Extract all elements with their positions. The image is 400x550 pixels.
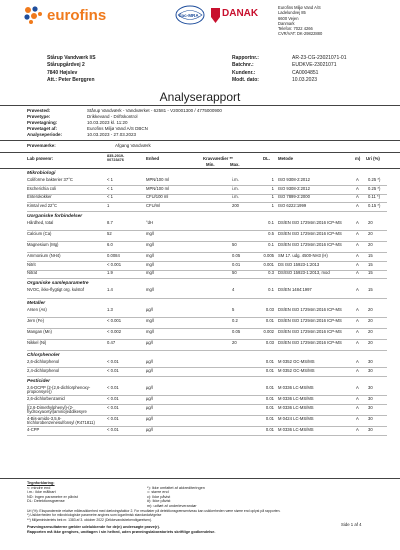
result-method: M 0336 LC-MS/MS — [278, 426, 314, 432]
result-name: 2,6-dichlorbenzamid — [27, 395, 65, 401]
info-value: Stårup Vandværk - Vandværket - 62581 - V20001300 / 4775000900 — [87, 108, 222, 113]
result-uri: 0.25 *) — [368, 185, 381, 191]
result-method: M 0352 GC-MS/MS — [278, 359, 315, 365]
meta-key: Modt. dato: — [232, 77, 259, 84]
result-value: 1.3 — [107, 306, 113, 312]
legend-item: #): Ikke påvist — [147, 499, 171, 504]
result-uri: 30 — [368, 384, 373, 390]
result-name: NVOC, ikke-flygtigt org. kulstof — [27, 287, 85, 293]
result-max: 50 — [232, 270, 237, 276]
result-m: A — [356, 202, 359, 208]
result-unit: µg/l — [146, 404, 153, 410]
col-m: m) — [355, 156, 361, 161]
result-value: < 0.01 — [107, 415, 119, 421]
result-value: 6.0 — [107, 241, 113, 247]
result-method: ISO 9308-2:2012 — [278, 177, 310, 182]
col-krav: Kravværdier ** — [203, 156, 233, 161]
address-line: 7840 Højslev — [47, 69, 78, 76]
result-method: DS/EN 1484:1997 — [278, 287, 312, 293]
company-line: CVR/VAT: DK-29822880 — [278, 31, 323, 37]
result-unit: µg/l — [146, 359, 153, 365]
col-dl: DL. — [263, 156, 270, 161]
col-enhed: Enhed — [146, 156, 160, 161]
result-m: A — [356, 177, 359, 182]
result-method: M 0336 LC-MS/MS — [278, 395, 314, 401]
bottom-line: Prøvningsresultaterne gælder udelukkende for de(n) undersøgte prøve(r). — [27, 525, 160, 530]
result-uri: 0.25 *) — [368, 177, 381, 182]
section-title: Chlorphenoler — [27, 353, 60, 359]
result-uri: 20 — [368, 339, 373, 345]
section-title: Pesticider — [27, 378, 50, 384]
company-line: Eurofins Miljø Vand A/S — [278, 5, 321, 10]
info-key: Prøvested: — [27, 108, 51, 113]
result-uri: 20 — [368, 328, 373, 334]
result-max: 0.2 — [232, 317, 238, 323]
result-uri: 0.11 *) — [368, 194, 381, 200]
result-name: 2,4-dichlorphenol — [27, 367, 60, 373]
col-sample-no: 835-2019-00723476 — [107, 154, 125, 163]
brand-name: eurofins — [47, 7, 107, 24]
info-key: Prøvetagning: — [27, 120, 58, 125]
row-divider — [27, 278, 387, 279]
result-dl: 0.5 — [268, 230, 274, 236]
result-name: Ammonium (NH4) — [27, 252, 61, 258]
result-method: DS/ISO 15923-1:2013, mod — [278, 270, 330, 276]
sample-key: Prøvemærke: — [27, 143, 56, 148]
result-name: Calcium (Ca) — [27, 230, 52, 236]
company-line: Telefon: 7022 4266 — [278, 26, 313, 32]
meta-key: Rapportnr.: — [232, 55, 259, 61]
result-name: Magnesium (Mg) — [27, 241, 59, 247]
result-method: ISO 6222:1999 — [278, 202, 307, 208]
result-name: Hårdhed, total — [27, 219, 54, 225]
result-m: A — [356, 194, 359, 200]
result-value: 1 — [107, 202, 110, 208]
legend-item: ND: Ingen parametre er påvist — [27, 494, 78, 499]
meta-value: EUDKVE-23021071 — [292, 62, 337, 69]
result-name: 2,6-dichlorphenol — [27, 359, 60, 365]
result-uri: 30 — [368, 395, 373, 401]
result-dl: 0.01 — [265, 404, 274, 410]
result-value: < 1 — [107, 185, 113, 191]
result-value: < 0.01 — [107, 426, 119, 432]
meta-value: CA0004851 — [292, 69, 319, 76]
info-value: 10.03.2023 - 27.03.2023 — [87, 132, 137, 137]
result-unit: mg/l — [146, 230, 154, 236]
note: **) Miljøministeriets bek nr. 1383 af 3. oktober 2022 (Drikkevandsbekendtgørelsen). — [27, 517, 152, 522]
meta-value: AR-23-CG-23021071-01 — [292, 55, 347, 61]
result-value: < 1 — [107, 194, 113, 200]
legend-item: *): Ikke omfattet af akkrediteringen — [147, 485, 205, 490]
result-value: 1.9 — [107, 270, 113, 276]
result-m: A — [356, 261, 359, 267]
result-m: A — [356, 395, 359, 401]
result-method: M 0424 LC-MS/MS — [278, 415, 314, 421]
result-m: A — [356, 328, 359, 334]
col-labnr: Lab prøvenr: — [27, 156, 54, 161]
result-max: 0.05 — [232, 328, 241, 334]
result-unit: mg/l — [146, 261, 154, 267]
result-max: 0.05 — [232, 252, 241, 258]
result-unit: mg/l — [146, 328, 154, 334]
result-uri: 20 — [368, 317, 373, 323]
result-dl: 0.01 — [265, 426, 274, 432]
info-value: Eurofins Miljø Vand A/S DBCN — [87, 126, 148, 131]
result-m: A — [356, 230, 359, 236]
result-name: Mangan (Mn) — [27, 328, 52, 334]
result-value: 0.47 — [107, 339, 116, 345]
result-max: 5 — [232, 306, 235, 312]
sample-value: Afgang Vandværk — [115, 143, 151, 148]
result-unit: µg/l — [146, 395, 153, 401]
result-name: Escherichia coli — [27, 185, 57, 191]
result-method: M 0336 LC-MS/MS — [278, 384, 314, 390]
result-value: < 0.001 — [107, 317, 122, 323]
result-value: 1.4 — [107, 287, 113, 293]
page-number: Side 1 af 4 — [341, 522, 362, 527]
result-name: [(2,6-Dimethylphenyl)-(2-hydroxyacetyl)amino]eddikesyre — [27, 404, 87, 414]
company-line: 6600 Vejen — [278, 15, 299, 21]
result-value: < 0.01 — [107, 404, 119, 410]
result-unit: mg/l — [146, 317, 154, 323]
col-max: Max. — [230, 162, 240, 167]
result-method: DS/EN ISO 17294m:2016 ICP-MS — [278, 219, 342, 225]
result-value: 52 — [107, 230, 112, 236]
result-dl: 1 — [271, 177, 274, 182]
result-unit: µg/l — [146, 426, 153, 432]
result-method: DS/EN ISO 17294m:2016 ICP-MS — [278, 317, 342, 323]
legend-item: c): Ikke påvist — [147, 494, 171, 499]
result-dl: 0.005 — [263, 252, 274, 258]
meta-key: Kundenr.: — [232, 69, 256, 76]
result-method: ISO 9308-2:2012 — [278, 185, 310, 191]
result-unit: CFU/100 ml — [146, 194, 169, 200]
result-dl: 0.3 — [268, 270, 274, 276]
section-title: Metaller — [27, 300, 46, 306]
col-metode: Metode — [278, 156, 294, 161]
result-m: A — [356, 359, 359, 365]
result-m: A — [356, 241, 359, 247]
result-uri: 20 — [368, 306, 373, 312]
info-key: Prøvetype: — [27, 114, 51, 119]
result-name: Nitrit — [27, 261, 36, 267]
address-line: Stårup Vandværk I/S — [47, 55, 96, 61]
result-method: DS/EN ISO 17294m:2016 ICP-MS — [278, 241, 342, 247]
result-dl: 1 — [271, 185, 274, 191]
company-line: Danmark — [278, 20, 295, 26]
result-dl: 0.01 — [265, 317, 274, 323]
result-method: DS/EN ISO 17294m:2016 ICP-MS — [278, 339, 342, 345]
result-max: 4 — [232, 287, 235, 293]
legend-item: <: mindre end — [27, 485, 51, 490]
result-uri: 15 — [368, 252, 373, 258]
meta-key: Batchnr.: — [232, 62, 254, 69]
result-name: Jern (Fe) — [27, 317, 44, 323]
result-name: 4-CPP — [27, 426, 40, 432]
result-max: i.m. — [232, 185, 239, 191]
footer — [27, 481, 387, 535]
result-dl: 0.03 — [265, 339, 274, 345]
result-method: DS ISO 15923-1:2013 — [278, 261, 320, 267]
info-key: Analyseperiode: — [27, 132, 63, 137]
result-unit: CFU/ml — [146, 202, 161, 208]
result-value: 8.7 — [107, 219, 113, 225]
result-uri: 0.15 *) — [368, 202, 381, 208]
result-max: 50 — [232, 241, 237, 247]
result-unit: mg/l — [146, 241, 154, 247]
result-name: Enterokokker — [27, 194, 52, 200]
result-name: Arsen (As) — [27, 306, 47, 312]
result-uri: 30 — [368, 359, 373, 365]
result-value: < 1 — [107, 177, 113, 182]
result-uri: 20 — [368, 219, 373, 225]
result-max: 20 — [232, 339, 237, 345]
result-uri: 20 — [368, 241, 373, 247]
result-m: A — [356, 317, 359, 323]
section-title: Mikrobiologi — [27, 171, 56, 176]
result-uri: 15 — [368, 287, 373, 293]
result-m: A — [356, 339, 359, 345]
result-uri: 15 — [368, 270, 373, 276]
result-method: DS/EN ISO 17294m:2016 ICP-MS — [278, 328, 342, 334]
result-dl: 0.001 — [263, 261, 274, 267]
divider — [0, 478, 400, 479]
result-uri: 20 — [368, 230, 373, 236]
result-unit: µg/l — [146, 415, 153, 421]
row-divider — [27, 435, 387, 436]
info-value: 10.03.2023 kl. 11:20 — [87, 120, 128, 125]
result-method: DS/EN ISO 17294m:2016 ICP-MS — [278, 230, 342, 236]
result-m: A — [356, 270, 359, 276]
result-m: A — [356, 367, 359, 373]
result-uri: 30 — [368, 426, 373, 432]
note: *) Usikkerheden for mikrobiologiske parametre angives som logaritmisk standardafvigelse — [27, 513, 162, 518]
meta-value: 10.03.2023 — [292, 77, 318, 84]
danak-label: DANAK — [222, 8, 259, 19]
result-dl: 0.002 — [263, 328, 274, 334]
col-uri: Uri (%) — [366, 156, 380, 161]
result-dl: 0.01 — [265, 395, 274, 401]
result-value: < 0.01 — [107, 384, 119, 390]
address-line: Att.: Peter Berggren — [47, 77, 95, 84]
result-unit: µg/l — [146, 384, 153, 390]
result-dl: 0.1 — [268, 241, 274, 247]
legend-title: Tegnforklaring: — [27, 481, 55, 485]
result-max: i.m. — [232, 194, 239, 200]
legend-item: i.m.: ikke målbart — [27, 490, 56, 495]
legend-item: m): udført af underleverandør — [147, 503, 197, 508]
result-m: A — [356, 306, 359, 312]
result-unit: mg/l — [146, 252, 154, 258]
result-m: A — [356, 185, 359, 191]
result-max: 0.01 — [232, 261, 241, 267]
result-method: M 0352 GC-MS/MS — [278, 367, 315, 373]
result-dl: 1 — [271, 202, 274, 208]
result-value: 0.0084 — [107, 252, 120, 258]
result-max: 200 — [232, 202, 239, 208]
result-max: i.m. — [232, 177, 239, 182]
result-dl: 0.1 — [268, 287, 274, 293]
result-unit: °dH — [146, 219, 154, 225]
legend-item: =: større end — [147, 490, 169, 495]
result-m: A — [356, 252, 359, 258]
result-uri: 30 — [368, 404, 373, 410]
result-name: Kimtal ved 22°C — [27, 202, 58, 208]
result-method: SM 17. udg. 4500-NH3 (H) — [278, 252, 328, 258]
result-unit: mg/l — [146, 270, 154, 276]
result-name: Coliforme bakterier 37°C — [27, 177, 73, 182]
result-unit: MPN/100 ml — [146, 185, 170, 191]
section-title: Organiske samleparametre — [27, 281, 89, 287]
company-line: Ladelundvej 85 — [278, 10, 306, 16]
row-divider — [27, 211, 387, 212]
result-value: < 0.01 — [107, 367, 119, 373]
result-m: A — [356, 415, 359, 421]
page-title: Analyserapport — [159, 90, 241, 104]
address-line: Stårupgårdvej 2 — [47, 62, 85, 69]
result-unit: mg/l — [146, 287, 154, 293]
result-name: Nikkel (Ni) — [27, 339, 47, 345]
result-value: < 0.01 — [107, 395, 119, 401]
bottom-line: Rapporten må ikke gengives, undtagen i sin helhed, uden prøvningslaboratoriets skriftlige godkendelse. — [27, 529, 216, 534]
legend-item: DL: Detektionsgrænse — [27, 499, 65, 504]
result-value: < 0.002 — [107, 328, 122, 334]
row-divider — [27, 376, 387, 377]
result-method: DS/EN ISO 17294m:2016 ICP-MS — [278, 306, 342, 312]
result-m: A — [356, 404, 359, 410]
result-dl: 0.01 — [265, 415, 274, 421]
result-dl: 0.03 — [265, 306, 274, 312]
result-unit: µg/l — [146, 367, 153, 373]
result-dl: 0.1 — [268, 219, 274, 225]
result-dl: 0.01 — [265, 367, 274, 373]
result-value: < 0.001 — [107, 261, 122, 267]
result-unit: µg/l — [146, 339, 153, 345]
result-m: A — [356, 287, 359, 293]
result-method: M 0336 LC-MS/MS — [278, 404, 314, 410]
result-m: A — [356, 426, 359, 432]
result-dl: 0.01 — [265, 359, 274, 365]
result-dl: 1 — [271, 194, 274, 200]
ilac-label: ilac-MRA — [179, 13, 199, 18]
result-uri: 15 — [368, 261, 373, 267]
result-dl: 0.01 — [265, 384, 274, 390]
section-title: Uorganiske forbindelser — [27, 213, 83, 219]
result-m: A — [356, 384, 359, 390]
col-min: Min. — [206, 162, 215, 167]
result-name: 2,6-DCPP (2-(2,6-dichlorphenoxy-propionsyre)) — [27, 384, 91, 395]
result-method: ISO 7899-2:2000 — [278, 194, 310, 200]
result-uri: 30 — [368, 415, 373, 421]
result-unit: µg/l — [146, 306, 153, 312]
result-name: 4-Bis-amido-3,5,6-trichlorobenzenesulfonsyl (R471811) — [27, 415, 95, 425]
result-m: A — [356, 219, 359, 225]
result-uri: 30 — [368, 367, 373, 373]
row-divider — [27, 298, 387, 299]
info-value: Drikkevand - Driftskontrol — [87, 114, 138, 119]
info-key: Prøvetaget af: — [27, 126, 58, 131]
row-divider — [27, 350, 387, 351]
note: Uri (%): Ekspanderede relative måleusikkerhed med dækningsfaktor 2. For resultater på detektionsgrænseniveau kan usikkerheden være større end oplyst på rapporten. — [27, 508, 281, 513]
result-value: < 0.01 — [107, 359, 119, 365]
result-unit: MPN/100 ml — [146, 177, 170, 182]
result-name: Nitrat — [27, 270, 38, 276]
